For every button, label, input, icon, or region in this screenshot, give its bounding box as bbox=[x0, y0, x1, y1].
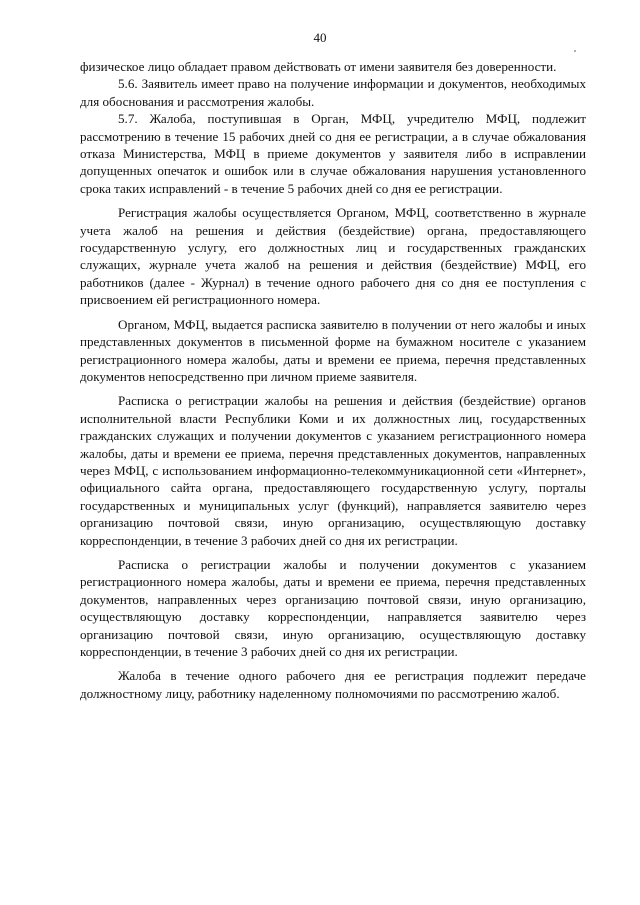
paragraph-receipt-online: Расписка о регистрации жалобы на решения и действия (бездействие) органов исполнительной власти Республики Коми и их должностных лиц, государственных гражданских служащих и получении документов с указанием регистрационного номера жалобы, даты и времени ее приема, перечня представленных документов, направленных через МФЦ, с использованием информационно-телекоммуникационной сети «Интернет», официального сайта органа, предоставляющего государственную услугу, порталы государственных и муниципальных услуг (функций), направляется заявителю через организацию почтовой связи, иную организацию, осуществляющую доставку корреспонденции, в течение 3 рабочих дней со дня их регистрации. bbox=[80, 393, 586, 548]
paragraph-receipt-personal: Органом, МФЦ, выдается расписка заявителю в получении от него жалобы и иных представленных документов в письменной форме на бумажном носителе с указанием регистрационного номера жалобы, даты и времени ее приема, перечня представленных документов непосредственно при личном приеме заявителя. bbox=[80, 316, 586, 384]
paragraph-5-6: 5.6. Заявитель имеет право на получение информации и документов, необходимых для обоснования и рассмотрения жалобы. bbox=[80, 76, 586, 109]
paragraph-transfer: Жалоба в течение одного рабочего дня ее регистрация подлежит передаче должностному лицу, работнику наделенному полномочиями по рассмотрению жалоб. bbox=[80, 668, 586, 701]
paragraph-receipt-postal: Расписка о регистрации жалобы и получении документов с указанием регистрационного номера жалобы, даты и времени ее приема, перечня представленных документов, направленных через организацию почтовой связи, иную организацию, осуществляющую доставку корреспонденции, направляется заявителю через организацию почтовой связи, иную организацию, осуществляющую доставку корреспонденции, в течение 3 рабочих дней со дня их регистрации. bbox=[80, 556, 586, 659]
paragraph-registration: Регистрация жалобы осуществляется Органом, МФЦ, соответственно в журнале учета жалоб на решения и действия (бездействие) органа, предоставляющего государственную услугу, его должностных лиц и государственных гражданских служащих, журнале учета жалоб на решения и действия (бездействие) МФЦ, его работников (далее - Журнал) в течение одного рабочего дня со дня ее поступления с присвоением ей регистрационного номера. bbox=[80, 205, 586, 308]
page-number: 40 bbox=[313, 30, 327, 45]
scan-speck bbox=[574, 50, 576, 52]
paragraph-5-7: 5.7. Жалоба, поступившая в Орган, МФЦ, учредителю МФЦ, подлежит рассмотрению в течение 15 рабочих дней со дня ее регистрации, а в случае обжалования отказа Министерства, МФЦ в приеме документов у заявителя либо в исправлении допущенных опечаток и ошибок или в случае обжалования нарушения установленного срока таких исправлений - в течение 5 рабочих дней со дня ее регистрации. bbox=[80, 111, 586, 196]
paragraph-continuation: физическое лицо обладает правом действовать от имени заявителя без доверенности. bbox=[80, 59, 557, 74]
document-body bbox=[80, 58, 586, 702]
